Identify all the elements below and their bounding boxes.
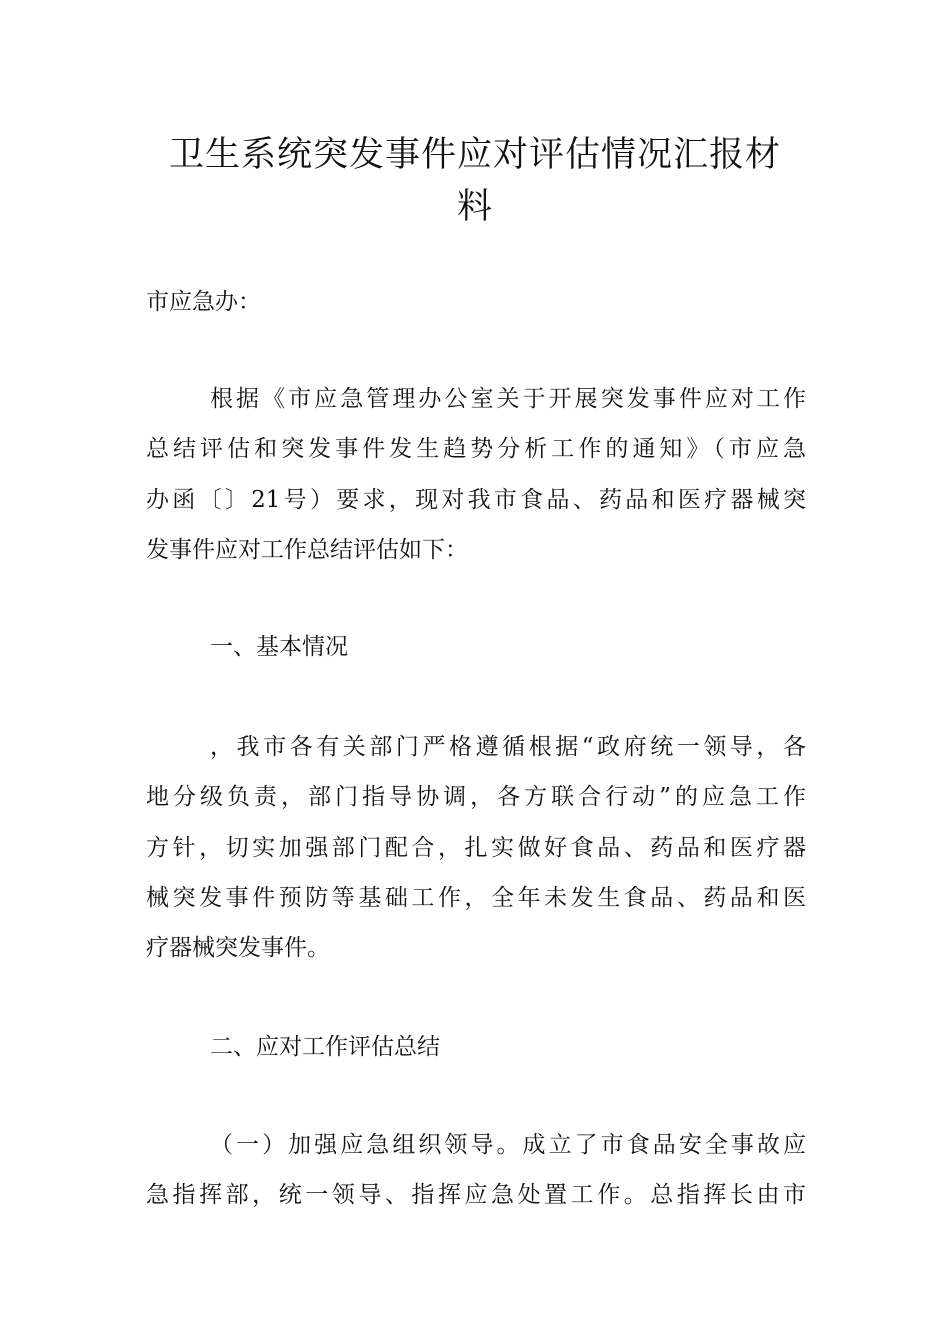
document-title-line-1: 卫生系统突发事件应对评估情况汇报材 xyxy=(168,135,781,175)
paragraph-3-line-1: （一）加强应急组织领导。成立了市食品安全事故应 xyxy=(210,1132,806,1158)
paragraph-3-line-2: 急指挥部，统一领导、指挥应急处置工作。总指挥长由市 xyxy=(146,1182,806,1208)
paragraph-1-line-3: 办函〔〕21号）要求，现对我市食品、药品和医疗器械突 xyxy=(146,487,806,513)
paragraph-1-line-2: 总结评估和突发事件发生趋势分析工作的通知》（市应急 xyxy=(146,436,806,462)
paragraph-1-line-1: 根据《市应急管理办公室关于开展突发事件应对工作 xyxy=(210,386,806,412)
section-heading-1: 一、基本情况 xyxy=(210,634,348,660)
paragraph-2-line-2: 地分级负责，部门指导协调，各方联合行动”的应急工作 xyxy=(146,784,806,810)
section-heading-2: 二、应对工作评估总结 xyxy=(210,1034,440,1060)
paragraph-2-line-5: 疗器械突发事件。 xyxy=(146,935,330,961)
paragraph-2-line-4: 械突发事件预防等基础工作，全年未发生食品、药品和医 xyxy=(146,885,806,911)
paragraph-1-line-4: 发事件应对工作总结评估如下： xyxy=(146,537,468,563)
salutation: 市应急办： xyxy=(146,289,261,315)
paragraph-2-line-1: ，我市各有关部门严格遵循根据“政府统一领导，各 xyxy=(210,734,806,760)
document-title-line-2: 料 xyxy=(456,187,493,227)
paragraph-2-line-3: 方针，切实加强部门配合，扎实做好食品、药品和医疗器 xyxy=(146,835,806,861)
